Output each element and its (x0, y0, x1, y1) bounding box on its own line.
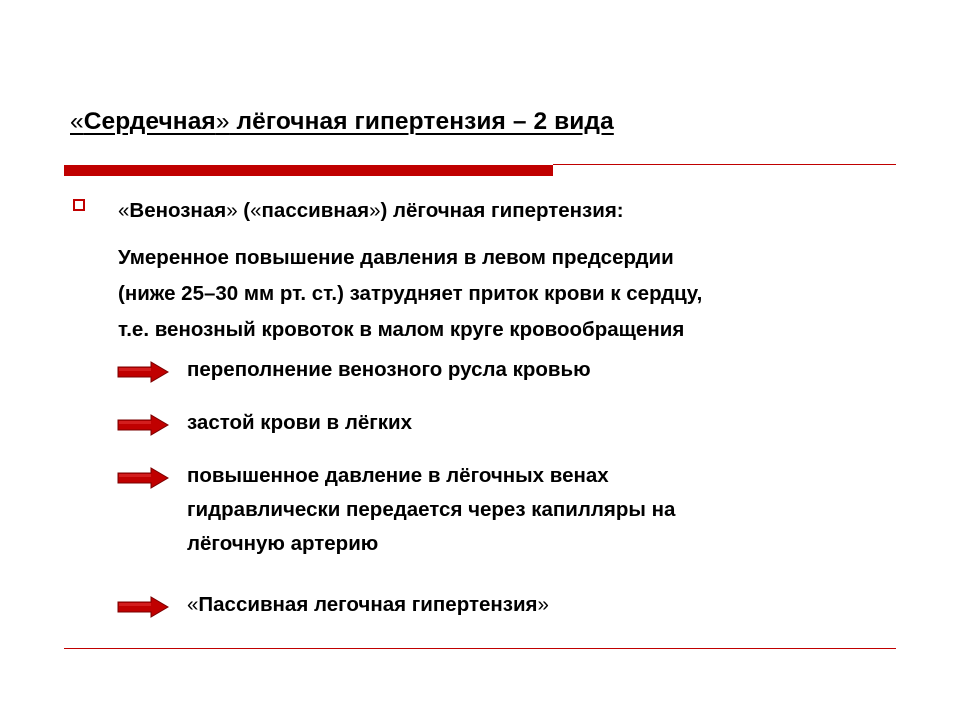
title-word: Сердечная (83, 108, 216, 135)
paragraph-line: Умеренное повышение давления в левом предсердии (118, 246, 674, 269)
subhead-word-venous: Венозная (129, 199, 227, 222)
consequence-text: застой крови в лёгких (187, 411, 413, 434)
description-paragraph (118, 240, 898, 348)
subhead-paren: ( (237, 199, 251, 222)
footer-divider (64, 648, 896, 649)
subhead-quote: » (226, 199, 238, 222)
conclusion-quote: » (537, 593, 549, 616)
consequence-text: повышенное давление в лёгочных венах (187, 464, 609, 487)
consequence-item (187, 406, 412, 440)
conclusion-label: Пассивная легочная гипертензия (198, 593, 538, 616)
consequence-text: лёгочную артерию (187, 532, 379, 555)
conclusion-quote: « (187, 593, 199, 616)
subhead-quote: » (369, 199, 381, 222)
title-open-quote: « (70, 108, 84, 135)
paragraph-line: (ниже 25–30 мм рт. ст.) затрудняет приток крови к сердцу, (118, 282, 703, 305)
conclusion-text (187, 588, 549, 622)
right-arrow-icon (117, 361, 169, 383)
right-arrow-icon (117, 596, 169, 618)
consequence-text: переполнение венозного русла кровью (187, 358, 591, 381)
slide-title (70, 108, 614, 136)
right-arrow-icon (117, 467, 169, 489)
subhead-rest: ) лёгочная гипертензия: (380, 199, 624, 222)
title-accent-line (553, 164, 896, 165)
subhead-quote: « (118, 199, 130, 222)
title-rest: лёгочная гипертензия – 2 вида (229, 108, 614, 135)
square-bullet-icon (73, 199, 85, 211)
subhead-quote: « (250, 199, 262, 222)
consequence-item (187, 353, 591, 387)
right-arrow-icon (117, 414, 169, 436)
subhead-word-passive: пассивная (261, 199, 370, 222)
title-accent-bar (64, 165, 553, 176)
title-close-quote: » (215, 108, 230, 135)
consequence-text: гидравлически передается через капилляры на (187, 498, 676, 521)
consequence-item (187, 459, 675, 561)
subheading (118, 199, 624, 223)
conclusion-item (187, 588, 549, 622)
paragraph-line: т.е. венозный кровоток в малом круге кровообращения (118, 318, 685, 341)
